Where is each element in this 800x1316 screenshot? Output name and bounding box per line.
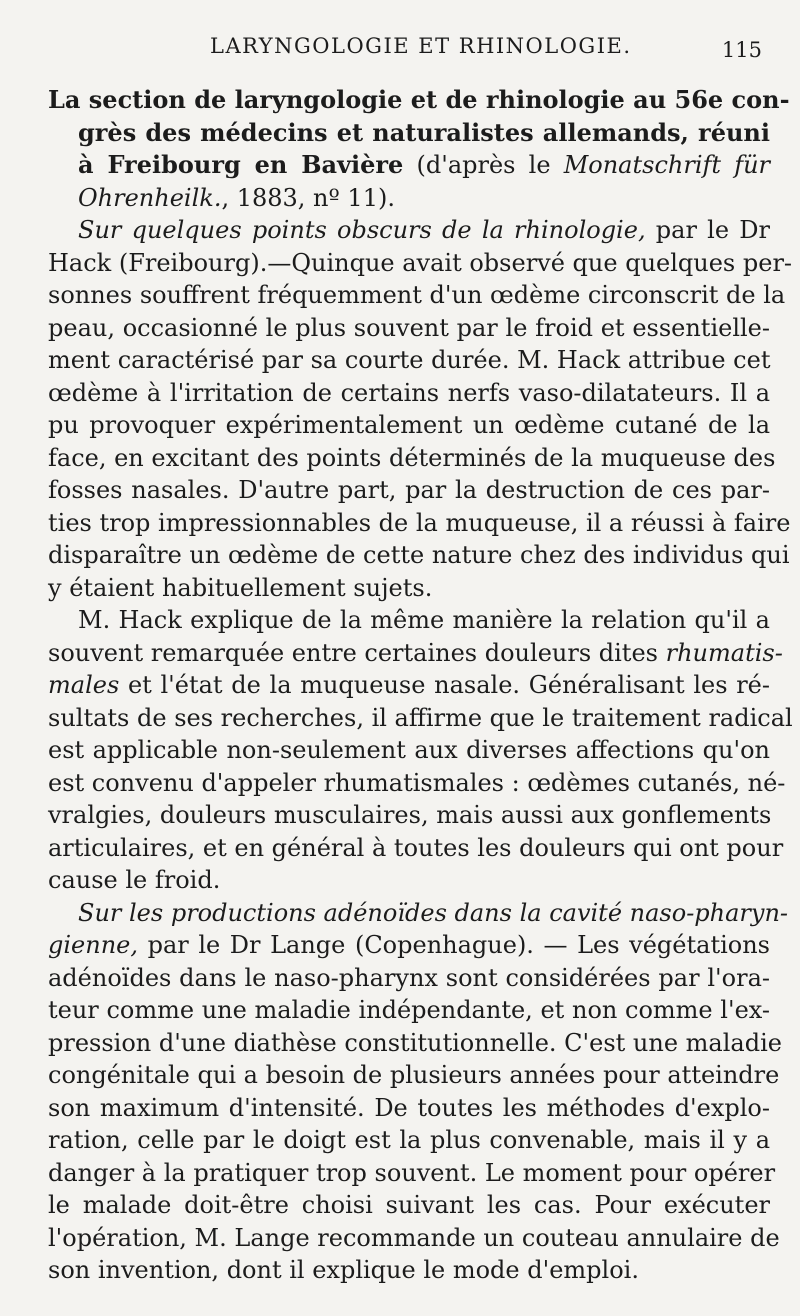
para1-line: pu provoquer expérimentalement un œdème cutané de la <box>48 411 770 439</box>
running-title: LARYNGOLOGIE ET RHINOLOGIE. <box>210 34 632 58</box>
para3-author: par le Dr Lange (Copenhague). — Les végétations <box>138 931 770 959</box>
para1-line: Hack (Freibourg).—Quinque avait observé que quelques per- <box>48 248 793 277</box>
section-heading-line-2: grès des médecins et naturalistes allemands, réuni <box>78 117 770 147</box>
para3-title-line-1: Sur les productions adénoïdes dans la cavité naso-pharyn- <box>78 898 789 927</box>
para3-line: son invention, dont il explique le mode d'emploi. <box>48 1256 639 1284</box>
para2-text: et l'état de la muqueuse nasale. Généralisant les ré- <box>119 671 770 699</box>
para2-line: est convenu d'appeler rhumatismales : œdèmes cutanés, né- <box>48 768 786 797</box>
para2-line-1: M. Hack explique de la même manière la relation qu'il a <box>78 606 770 634</box>
para1-author-intro: par le Dr <box>645 216 771 244</box>
section-heading-line-4 <box>48 182 770 215</box>
heading-journal-end: Ohrenheilk. <box>78 183 222 212</box>
para1-title: Sur quelques points obscurs de la rhinologie, <box>78 216 646 244</box>
para2-line-3 <box>48 669 770 702</box>
page-number: 115 <box>721 38 762 62</box>
para1-line: face, en excitant des points déterminés de la muqueuse des <box>48 443 776 472</box>
para3-line: adénoïdes dans le naso-pharynx sont considérées par l'ora- <box>48 963 770 992</box>
para1-line: sonnes souffrent fréquemment d'un œdème circonscrit de la <box>48 281 786 309</box>
para3-line: teur comme une maladie indépendante, et non comme l'ex- <box>48 996 770 1024</box>
para2-line: cause le froid. <box>48 866 221 894</box>
para3-line: son maximum d'intensité. De toutes les méthodes d'explo- <box>48 1093 770 1122</box>
para3-line: danger à la pratiquer trop souvent. Le moment pour opérer <box>48 1158 776 1187</box>
para2-line-2 <box>48 637 783 670</box>
para3-line: le malade doit-être choisi suivant les cas. Pour exécuter <box>48 1191 770 1219</box>
para1-line-1 <box>48 214 770 247</box>
para2-term: rhumatis- <box>665 638 783 667</box>
running-head <box>48 30 770 70</box>
section-heading-line-1: La section de laryngologie et de rhinologie au 56e con- <box>48 85 790 114</box>
para2-term-end: males <box>48 671 120 699</box>
para1-line: y étaient habituellement sujets. <box>48 573 433 602</box>
heading-place: à Freibourg en Bavière <box>78 150 404 179</box>
para3-line: congénitale qui a besoin de plusieurs années pour atteindre <box>48 1061 780 1089</box>
para3-title-end: gienne, <box>48 931 138 959</box>
para3-line: pression d'une diathèse constitutionnelle. C'est une maladie <box>48 1028 782 1057</box>
para1-line: ties trop impressionnables de la muqueuse, il a réussi à faire <box>48 508 791 537</box>
para2-line: vralgies, douleurs musculaires, mais aussi aux gonflements <box>48 801 772 829</box>
heading-citation: , 1883, nº 11). <box>221 183 395 212</box>
para2-text: souvent remarquée entre certaines douleurs dites <box>48 638 666 667</box>
para3-line: ration, celle par le doigt est la plus convenable, mais il y a <box>48 1126 770 1154</box>
para2-line: est applicable non-seulement aux diverses affections qu'on <box>48 736 770 764</box>
para1-line: fosses nasales. D'autre part, par la destruction de ces par- <box>48 476 770 504</box>
section-heading-line-3 <box>48 149 770 182</box>
para1-line: œdème à l'irritation de certains nerfs vaso-dilatateurs. Il a <box>48 378 770 407</box>
para1-line: disparaître un œdème de cette nature chez des individus qui <box>48 541 790 569</box>
para3-line: l'opération, M. Lange recommande un couteau annulaire de <box>48 1223 780 1252</box>
para2-line: articulaires, et en général à toutes les douleurs qui ont pour <box>48 833 784 862</box>
article-body <box>48 84 793 1287</box>
para1-line: peau, occasionné le plus souvent par le froid et essentielle- <box>48 313 770 342</box>
para3-line-2 <box>48 929 770 962</box>
para2-line: sultats de ses recherches, il affirme que le traitement radical <box>48 703 793 732</box>
heading-source-intro: (d'après le <box>403 151 564 179</box>
heading-journal: Monatschrift für <box>563 151 771 179</box>
para1-line: ment caractérisé par sa courte durée. M. Hack attribue cet <box>48 346 771 374</box>
